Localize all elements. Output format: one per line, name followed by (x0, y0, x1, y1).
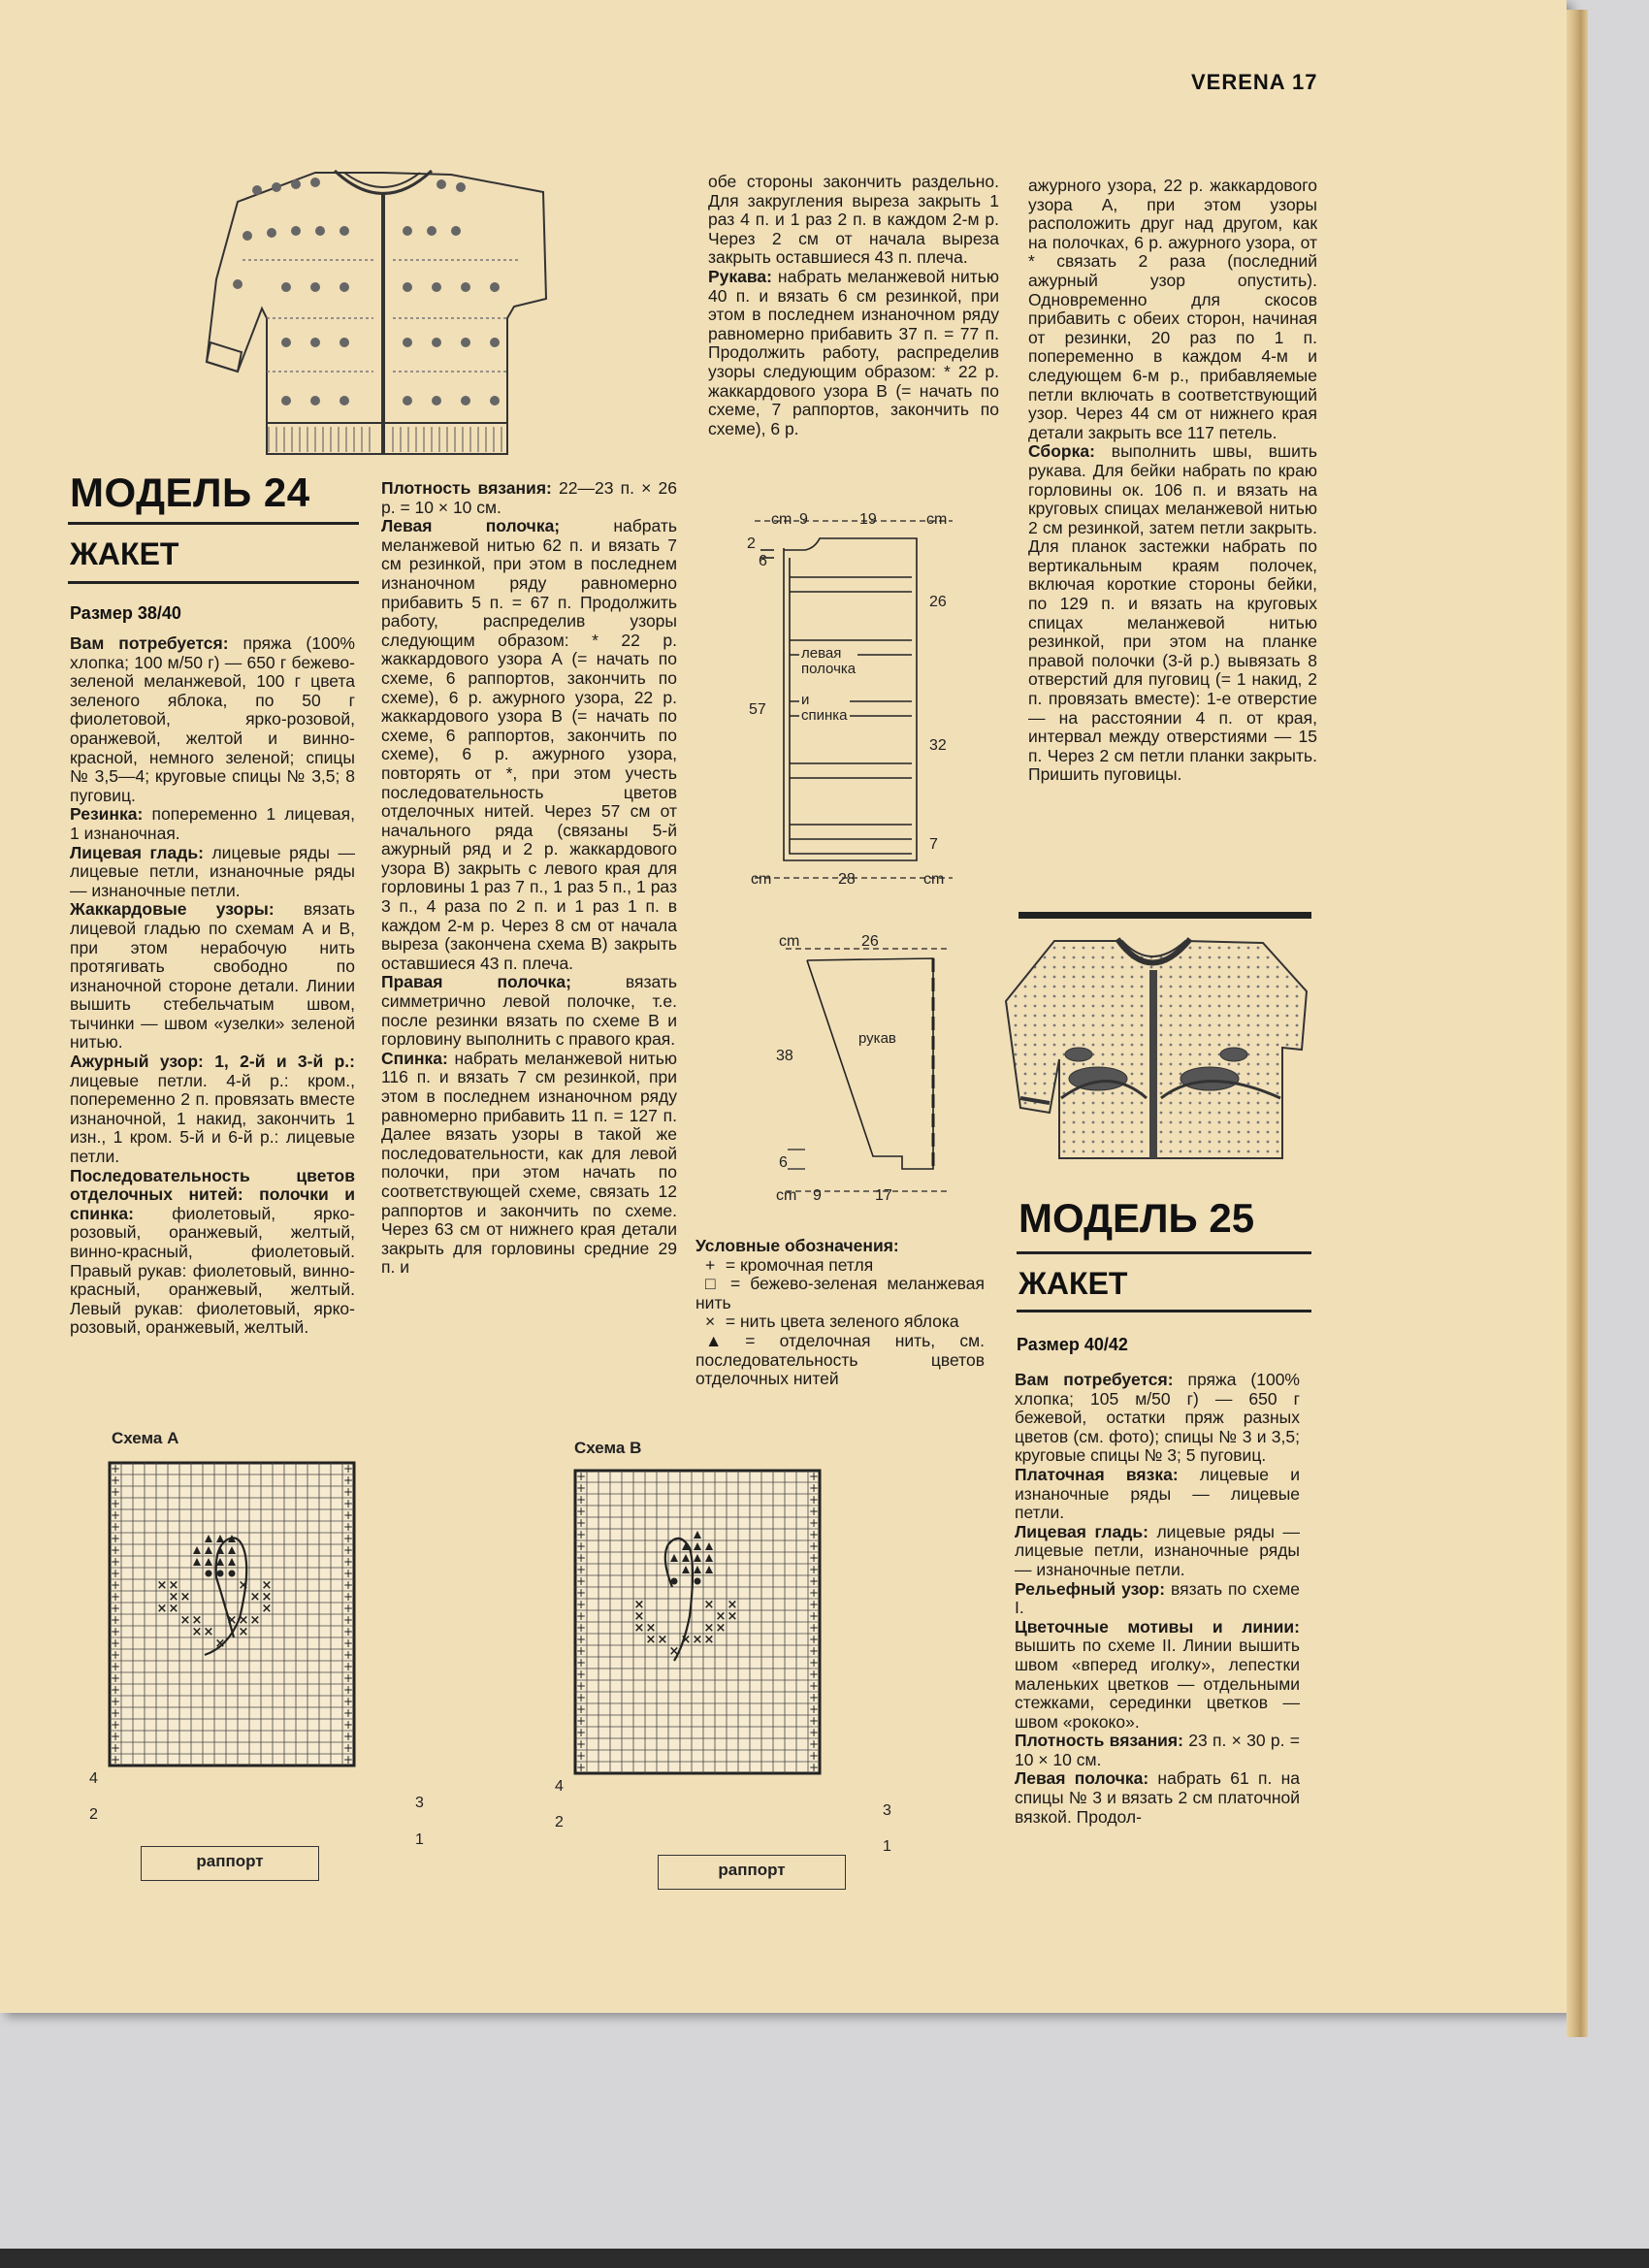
paragraph-text: 23 п. × 30 р. = 10 × 10 см. (1015, 1731, 1300, 1769)
dim-top-19: 19 (859, 511, 877, 528)
edge-stitch-symbol: + (342, 1730, 354, 1743)
edge-stitch-symbol: + (808, 1702, 820, 1716)
legend-symbol: + (705, 1254, 716, 1275)
sleeve-left-38: 38 (776, 1048, 793, 1064)
edge-stitch-symbol: + (575, 1702, 587, 1716)
schema-a-row-2: 2 (89, 1806, 98, 1823)
cross-stitch-symbol: × (715, 1609, 727, 1624)
edge-stitch-symbol: + (575, 1714, 587, 1728)
paragraph-text: фиолетовый, ярко-розовый, оранжевый, желтый, винно-красный, фиолетовый. Правый рукав: фиолетовый, винно-красный, оранжевый, желтый. Левый рукав: фиолетовый, ярко-розовый, оранжевый, желтый. (70, 1203, 355, 1338)
edge-stitch-symbol: + (342, 1532, 354, 1545)
edge-stitch-symbol: + (110, 1648, 121, 1662)
m25body-paragraph (1015, 1580, 1300, 1618)
edge-stitch-symbol: + (575, 1749, 587, 1763)
model-divider (1018, 912, 1311, 919)
paragraph-text: лицевые ряды — лицевые петли, изнаночные ряды — изнаночные петли. (70, 842, 355, 900)
edge-stitch-symbol: + (342, 1706, 354, 1720)
cross-stitch-symbol: × (168, 1590, 179, 1604)
french-knot-symbol (229, 1571, 236, 1577)
m25body-paragraph (1015, 1769, 1300, 1827)
paragraph-text: вязать лицевой гладью по схемам А и В, при этом нерабочую нить протягивать свободно по изнаночной стороне детали. Линии вышить стебельчатым швом, тычинки — швом «узелки» зеленой нитью. (70, 899, 355, 1053)
edge-stitch-symbol: + (342, 1567, 354, 1580)
edge-stitch-symbol: + (575, 1481, 587, 1495)
cross-stitch-symbol: × (645, 1621, 657, 1636)
edge-stitch-symbol: + (575, 1539, 587, 1553)
legend-symbol: □ (705, 1274, 716, 1294)
paragraph-text: вязать по схеме I. (1015, 1578, 1300, 1618)
edge-stitch-symbol: + (808, 1493, 820, 1507)
cross-stitch-symbol: × (168, 1578, 179, 1593)
model25-subtitle-rule (1017, 1310, 1311, 1312)
cross-stitch-symbol: × (226, 1613, 238, 1628)
schema-b-row-1: 1 (883, 1838, 891, 1855)
edge-stitch-symbol: + (342, 1683, 354, 1697)
cross-stitch-symbol: × (238, 1613, 249, 1628)
cross-stitch-symbol: × (261, 1602, 273, 1616)
m25body-paragraph (1015, 1732, 1300, 1769)
edge-stitch-symbol: + (575, 1668, 587, 1681)
cross-stitch-symbol: × (261, 1578, 273, 1593)
edge-stitch-symbol: + (110, 1555, 121, 1569)
paragraph-heading: Рукава: (708, 266, 772, 286)
edge-stitch-symbol: + (110, 1567, 121, 1580)
model25-title-rule (1017, 1251, 1311, 1254)
edge-stitch-symbol: + (808, 1726, 820, 1739)
cross-stitch-symbol: × (261, 1590, 273, 1604)
dim-bottom-cm-right: cm (923, 871, 945, 888)
edge-stitch-symbol: + (808, 1714, 820, 1728)
cross-stitch-symbol: × (156, 1578, 168, 1593)
edge-stitch-symbol: + (110, 1462, 121, 1475)
legend-text: = отделочная нить, см. последовательность цветов отделочных нитей (695, 1330, 985, 1389)
piece-back (799, 693, 850, 724)
sleeve-name: рукав (858, 1030, 896, 1047)
edge-stitch-symbol: + (110, 1485, 121, 1499)
cross-stitch-symbol: × (668, 1644, 680, 1659)
schema-b-title: Схема В (574, 1439, 642, 1457)
legend-item (695, 1275, 985, 1312)
piece-back-line2: спинка (801, 707, 848, 724)
edge-stitch-symbol: + (110, 1683, 121, 1697)
model24-subtitle: ЖАКЕТ (70, 536, 179, 571)
schema-a-row-4: 4 (89, 1770, 98, 1787)
col2-paragraph (381, 973, 677, 1049)
cross-stitch-symbol: × (633, 1609, 645, 1624)
legend (695, 1237, 985, 1389)
model25-subtitle: ЖАКЕТ (1018, 1266, 1128, 1301)
model24-sweater-illustration (199, 163, 558, 459)
paragraph-text: лицевые ряды — лицевые петли, изнаночные ряды — изнаночные петли. (1015, 1521, 1300, 1579)
edge-stitch-symbol: + (575, 1493, 587, 1507)
paragraph-text: обе стороны закончить раздельно. Для закругления выреза закрыть 1 раз 4 п. и 1 раз 2 п. в каждом 2-м р. Через 2 см от начала выреза закрыть оставшиеся 43 п. плеча. (708, 172, 999, 268)
col1-paragraph (70, 805, 355, 843)
paragraph-text: вязать симметрично левой полочке, т.е. после резинки вязать по схеме В и горловину выполнить с правого края. (381, 972, 677, 1050)
subtitle-rule (68, 581, 359, 584)
dim-top-cm-left: cm (771, 511, 792, 528)
piece-left-front (799, 646, 857, 677)
edge-stitch-symbol: + (808, 1563, 820, 1576)
edge-stitch-symbol: + (808, 1528, 820, 1541)
sleeve-bottom-17: 17 (875, 1187, 892, 1204)
edge-stitch-symbol: + (808, 1621, 820, 1635)
piece-back-line1: и (801, 692, 810, 708)
schema-a-chart (102, 1455, 417, 1853)
col3-paragraph (708, 173, 999, 268)
cross-stitch-symbol: × (238, 1578, 249, 1593)
col2-paragraph (381, 1050, 677, 1278)
edge-stitch-symbol: + (110, 1532, 121, 1545)
edge-stitch-symbol: + (575, 1598, 587, 1611)
model24-column-4 (1028, 177, 1317, 785)
edge-stitch-symbol: + (575, 1574, 587, 1588)
cross-stitch-symbol: × (191, 1625, 203, 1639)
edge-stitch-symbol: + (575, 1656, 587, 1669)
edge-stitch-symbol: + (342, 1485, 354, 1499)
french-knot-symbol (206, 1571, 212, 1577)
magazine-name: VERENA (1191, 70, 1285, 94)
edge-stitch-symbol: + (110, 1543, 121, 1557)
cross-stitch-symbol: × (657, 1633, 668, 1647)
schema-b-row-4: 4 (555, 1778, 564, 1795)
legend-text: = нить цвета зеленого яблока (721, 1312, 959, 1332)
cross-stitch-symbol: × (727, 1598, 738, 1612)
edge-stitch-symbol: + (575, 1737, 587, 1751)
edge-stitch-symbol: + (342, 1578, 354, 1592)
title-rule (68, 522, 359, 525)
legend-symbol: × (705, 1312, 716, 1332)
edge-stitch-symbol: + (575, 1679, 587, 1693)
edge-stitch-symbol: + (575, 1551, 587, 1565)
edge-stitch-symbol: + (808, 1656, 820, 1669)
dim-right-7: 7 (929, 836, 938, 853)
sleeve-top-cm: cm (779, 933, 800, 950)
cross-stitch-symbol: × (156, 1602, 168, 1616)
edge-stitch-symbol: + (575, 1691, 587, 1704)
edge-stitch-symbol: + (808, 1539, 820, 1553)
edge-stitch-symbol: + (342, 1602, 354, 1615)
edge-stitch-symbol: + (575, 1621, 587, 1635)
edge-stitch-symbol: + (110, 1660, 121, 1673)
paragraph-text: набрать меланжевой нитью 62 п. и вязать 7 см резинкой, при этом в последнем изнаночном ряду равномерно прибавить 5 п. = 67 п. Продолжить работу, распределив узоры следующим образом: * 22 р. жаккардового узора А (= начать по схеме, 6 раппортов, закончить по схеме), 6 р. ажурного узора, 22 р. жаккардового узора В (= начать по схеме, 6 раппортов, закончить по схеме), 6 р. ажурного узора, повторять от *, при этом учесть последовательность цветов отделочных нитей. Через 57 см от начального ряда (связаны 5-й ажурный ряд и 2 р. жаккардового узора В) закрыть с левого края для горловины 1 раз 7 п., 1 раз 5 п., 1 раз 3 п., 4 раза по 2 п. и 1 раз 1 п. в каждом 2-м р. Через 8 см от начала выреза (закончена схема В) закрыть оставшиеся 43 п. плеча. (381, 516, 677, 973)
schema-b-row-2: 2 (555, 1814, 564, 1831)
edge-stitch-symbol: + (342, 1671, 354, 1685)
cross-stitch-symbol: × (168, 1602, 179, 1616)
paragraph-heading: Спинка: (381, 1048, 448, 1068)
edge-stitch-symbol: + (342, 1474, 354, 1487)
cross-stitch-symbol: × (692, 1633, 703, 1647)
edge-stitch-symbol: + (110, 1753, 121, 1766)
legend-item (695, 1312, 985, 1332)
model24-column-1 (70, 634, 355, 1338)
legend-title: Условные обозначения: (695, 1236, 899, 1255)
dim-right-32: 32 (929, 737, 947, 754)
edge-stitch-symbol: + (342, 1741, 354, 1755)
edge-stitch-symbol: + (342, 1625, 354, 1638)
cross-stitch-symbol: × (703, 1621, 715, 1636)
schema-a-rapport: раппорт (141, 1846, 319, 1881)
cross-stitch-symbol: × (727, 1609, 738, 1624)
edge-stitch-symbol: + (808, 1574, 820, 1588)
dim-left-6: 6 (759, 553, 767, 569)
paragraph-heading: Левая полочка; (381, 516, 561, 536)
edge-stitch-symbol: + (575, 1726, 587, 1739)
paragraph-text: лицевые и изнаночные ряды — лицевые петли. (1015, 1464, 1300, 1523)
schema-a-title: Схема А (112, 1429, 179, 1447)
schema-b-rapport: раппорт (658, 1855, 846, 1890)
piece-left-front-line1: левая (801, 645, 842, 662)
dim-bottom-28: 28 (838, 871, 856, 888)
paragraph-text: набрать 61 п. на спицы № 3 и вязать 2 см платочной вязкой. Продол- (1015, 1768, 1300, 1827)
paragraph-heading: Вам потребуется: (70, 633, 229, 653)
body-pattern-diagram (747, 500, 960, 883)
edge-stitch-symbol: + (342, 1660, 354, 1673)
col1-paragraph (70, 634, 355, 805)
edge-stitch-symbol: + (808, 1609, 820, 1623)
edge-stitch-symbol: + (808, 1505, 820, 1518)
col3-paragraph (708, 268, 999, 438)
dim-right-26: 26 (929, 594, 947, 610)
edge-stitch-symbol: + (342, 1613, 354, 1627)
edge-stitch-symbol: + (342, 1648, 354, 1662)
cross-stitch-symbol: × (238, 1625, 249, 1639)
edge-stitch-symbol: + (110, 1474, 121, 1487)
cross-stitch-symbol: × (249, 1613, 261, 1628)
paragraph-heading: Последовательность цветов отделочных нитей: полочки и спинка: (70, 1165, 355, 1223)
schema-b-row-3: 3 (883, 1802, 891, 1819)
schema-a-row-1: 1 (415, 1831, 424, 1848)
edge-stitch-symbol: + (808, 1598, 820, 1611)
edge-stitch-symbol: + (110, 1741, 121, 1755)
paragraph-heading: Сборка: (1028, 441, 1095, 462)
edge-stitch-symbol: + (575, 1505, 587, 1518)
cross-stitch-symbol: × (203, 1625, 214, 1639)
model25-sweater-illustration (1001, 933, 1311, 1166)
edge-stitch-symbol: + (808, 1586, 820, 1600)
sleeve-bottom-9: 9 (813, 1187, 822, 1204)
col1-paragraph (70, 844, 355, 901)
edge-stitch-symbol: + (808, 1633, 820, 1646)
dim-top-9: 9 (799, 511, 808, 528)
model24-column-2 (381, 479, 677, 1278)
edge-stitch-symbol: + (342, 1462, 354, 1475)
edge-stitch-symbol: + (110, 1520, 121, 1534)
col1-paragraph (70, 1167, 355, 1338)
legend-symbol: ▲ (705, 1330, 723, 1350)
edge-stitch-symbol: + (808, 1516, 820, 1530)
edge-stitch-symbol: + (575, 1516, 587, 1530)
cross-stitch-symbol: × (191, 1613, 203, 1628)
col1-paragraph (70, 900, 355, 1053)
paragraph-heading: Плотность вязания: (381, 478, 552, 498)
edge-stitch-symbol: + (808, 1679, 820, 1693)
edge-stitch-symbol: + (110, 1636, 121, 1650)
edge-stitch-symbol: + (110, 1718, 121, 1732)
cross-stitch-symbol: × (703, 1598, 715, 1612)
edge-stitch-symbol: + (110, 1508, 121, 1522)
edge-stitch-symbol: + (342, 1718, 354, 1732)
paragraph-text: набрать меланжевой нитью 116 п. и вязать 7 см резинкой, при этом в последнем изнаночном ряду равномерно прибавить 11 п. = 127 п. Далее вязать узоры в такой же последовательности, как для левой полочки, при этом начать по соответствующей схеме, связать 12 раппортов и закончить по схеме. Через 63 см от нижнего края детали закрыть для горловины средние 29 п. и (381, 1048, 677, 1278)
edge-stitch-symbol: + (575, 1644, 587, 1658)
col4-paragraph (1028, 442, 1317, 785)
paragraph-heading: Левая полочка: (1015, 1768, 1149, 1789)
col4-paragraph (1028, 177, 1317, 442)
m25body-paragraph (1015, 1523, 1300, 1580)
paragraph-heading: Правая полочка; (381, 972, 571, 992)
edge-stitch-symbol: + (110, 1625, 121, 1638)
m25body-paragraph (1015, 1618, 1300, 1733)
model24-size: Размер 38/40 (70, 603, 181, 623)
paragraph-text: ажурного узора, 22 р. жаккардового узора А, при этом узоры расположить друг над другом, как на полочках, 6 р. ажурного узора, от * связать 2 раза (последний ажурный узор опустить). Одновременно для скосов прибавить с обеих сторон, начиная от резинки, 20 раз по 1 п. попеременно в каждом 4-м и следующем 6-м р., прибавляемые петли включать в соответствующий узор. Через 44 см от нижнего края детали закрыть все 117 петель. (1028, 176, 1317, 442)
edge-stitch-symbol: + (808, 1761, 820, 1774)
edge-stitch-symbol: + (808, 1644, 820, 1658)
legend-item (695, 1256, 985, 1276)
cross-stitch-symbol: × (179, 1590, 191, 1604)
paragraph-text: лицевые петли. 4-й р.: кром., попеременно 2 п. провязать вместе изнаночной, 1 накид, закончить 1 изн., 1 кром. 5-й и 6-й р.: лицевые петли. (70, 1070, 355, 1167)
schema-a-row-3: 3 (415, 1795, 424, 1811)
paragraph-heading: Рельефный узор: (1015, 1578, 1166, 1599)
french-knot-symbol (695, 1578, 701, 1585)
edge-stitch-symbol: + (575, 1761, 587, 1774)
edge-stitch-symbol: + (110, 1695, 121, 1708)
edge-stitch-symbol: + (110, 1590, 121, 1604)
edge-stitch-symbol: + (110, 1497, 121, 1510)
page-edge (1567, 10, 1588, 2037)
cross-stitch-symbol: × (645, 1633, 657, 1647)
paragraph-text: пряжа (100% хлопка; 105 м/50 г) — 650 г бежевой, остатки пряж разных цветов (см. фото); спицы № 3 и 3,5; круговые спицы № 3; 5 пуговиц. (1015, 1370, 1300, 1466)
sleeve-top-26: 26 (861, 933, 879, 950)
edge-stitch-symbol: + (808, 1551, 820, 1565)
schema-b-chart (567, 1463, 888, 1861)
edge-stitch-symbol: + (342, 1497, 354, 1510)
col2-paragraph (381, 517, 677, 973)
paragraph-heading: Плотность вязания: (1015, 1731, 1183, 1751)
col2-paragraph (381, 479, 677, 517)
paragraph-text: 22—23 п. × 26 р. = 10 × 10 см. (381, 478, 677, 517)
sleeve-bottom-cm: cm (776, 1187, 797, 1204)
cross-stitch-symbol: × (715, 1621, 727, 1636)
edge-stitch-symbol: + (342, 1543, 354, 1557)
edge-stitch-symbol: + (110, 1706, 121, 1720)
piece-left-front-line2: полочка (801, 661, 857, 677)
dim-left-57: 57 (749, 701, 766, 718)
model24-column-3 (708, 173, 999, 438)
edge-stitch-symbol: + (575, 1609, 587, 1623)
edge-stitch-symbol: + (342, 1555, 354, 1569)
cross-stitch-symbol: × (633, 1598, 645, 1612)
edge-stitch-symbol: + (808, 1668, 820, 1681)
running-header (1191, 70, 1317, 95)
edge-stitch-symbol: + (342, 1636, 354, 1650)
paragraph-heading: Жаккардовые узоры: (70, 899, 275, 920)
m25body-paragraph (1015, 1466, 1300, 1523)
cross-stitch-symbol: × (179, 1613, 191, 1628)
edge-stitch-symbol: + (808, 1691, 820, 1704)
edge-stitch-symbol: + (342, 1520, 354, 1534)
paragraph-heading: Вам потребуется: (1015, 1370, 1174, 1389)
cross-stitch-symbol: × (680, 1633, 692, 1647)
paragraph-text: попеременно 1 лицевая, 1 изнаночная. (70, 804, 355, 843)
edge-stitch-symbol: + (808, 1737, 820, 1751)
paragraph-text: пряжа (100% хлопка; 100 м/50 г) — 650 г бежево-зеленой меланжевой, 100 г цвета зеленого яблока, по 50 г фиолетовой, ярко-розовой, оранжевой, желтой и винно-красной, немного зеленой; спицы № 3,5—4; круговые спицы № 3,5; 8 пуговиц. (70, 633, 355, 805)
model25-size: Размер 40/42 (1017, 1335, 1128, 1354)
legend-text: = кромочная петля (721, 1254, 874, 1275)
edge-stitch-symbol: + (342, 1753, 354, 1766)
m25body-paragraph (1015, 1371, 1300, 1466)
paragraph-text: вышить по схеме II. Линии вышить швом «вперед иголку», лепестки маленьких цветков — отдельными стежками, серединки цветков — швом «рококо». (1015, 1636, 1300, 1732)
cross-stitch-symbol: × (633, 1621, 645, 1636)
col1-paragraph (70, 1053, 355, 1167)
paragraph-heading: Ажурный узор: 1, 2-й и 3-й р.: (70, 1052, 355, 1072)
edge-stitch-symbol: + (808, 1481, 820, 1495)
dim-top-cm-right: cm (926, 511, 948, 528)
edge-stitch-symbol: + (808, 1470, 820, 1483)
legend-text: = бежево-зеленая меланжевая нить (695, 1274, 985, 1312)
dim-left-2: 2 (747, 535, 756, 552)
page-number: 17 (1292, 70, 1318, 94)
sleeve-pattern-diagram (766, 931, 960, 1203)
edge-stitch-symbol: + (575, 1528, 587, 1541)
model25-column (1015, 1371, 1300, 1827)
edge-stitch-symbol: + (342, 1590, 354, 1604)
edge-stitch-symbol: + (575, 1470, 587, 1483)
model25-title: МОДЕЛЬ 25 (1018, 1195, 1255, 1241)
edge-stitch-symbol: + (110, 1671, 121, 1685)
cross-stitch-symbol: × (214, 1636, 226, 1651)
french-knot-symbol (217, 1571, 224, 1577)
paragraph-text: выполнить швы, вшить рукава. Для бейки набрать по краю горловины ок. 106 п. и вязать на круговых спицах меланжевой нитью 2 см резинкой, затем петли закрыть. Для планок застежки набрать по вертикальным краям полочек, включая короткие стороны бейки, по 129 п. и вязать на круговых спицах меланжевой нитью резинкой, при этом на планке правой полочки (3-й р.) вывязать 8 отверстий для пуговиц (= 1 накид, 2 п. провязать вместе): 1-е отверстие — на расстоянии 4 п. от края, интервал между отверстиями — 15 п. Через 2 см петли планки закрыть. Пришить пуговицы. (1028, 441, 1317, 785)
cross-stitch-symbol: × (249, 1590, 261, 1604)
edge-stitch-symbol: + (575, 1563, 587, 1576)
paragraph-text: набрать меланжевой нитью 40 п. и вязать 6 см резинкой, при этом в последнем изнаночном ряду равномерно прибавить 37 п. = 77 п. Продолжить работу, распределив узоры следующим образом: * 22 р. жаккардового узора В (= начать по схеме, 7 раппортов, закончить по схеме), 6 р. (708, 266, 999, 438)
sleeve-left-6: 6 (779, 1154, 788, 1171)
edge-stitch-symbol: + (342, 1508, 354, 1522)
dim-bottom-cm-left: cm (751, 871, 772, 888)
paragraph-heading: Резинка: (70, 804, 144, 825)
edge-stitch-symbol: + (110, 1578, 121, 1592)
legend-item (695, 1332, 985, 1389)
edge-stitch-symbol: + (110, 1730, 121, 1743)
cross-stitch-symbol: × (703, 1633, 715, 1647)
edge-stitch-symbol: + (110, 1602, 121, 1615)
edge-stitch-symbol: + (575, 1633, 587, 1646)
scan-border (0, 2249, 1649, 2268)
model24-title: МОДЕЛЬ 24 (70, 470, 310, 515)
paragraph-heading: Лицевая гладь: (70, 842, 204, 862)
paragraph-heading: Платочная вязка: (1015, 1464, 1179, 1484)
paragraph-heading: Цветочные мотивы и линии: (1015, 1616, 1300, 1636)
edge-stitch-symbol: + (575, 1586, 587, 1600)
paragraph-heading: Лицевая гладь: (1015, 1521, 1148, 1541)
edge-stitch-symbol: + (110, 1613, 121, 1627)
edge-stitch-symbol: + (342, 1695, 354, 1708)
edge-stitch-symbol: + (808, 1749, 820, 1763)
